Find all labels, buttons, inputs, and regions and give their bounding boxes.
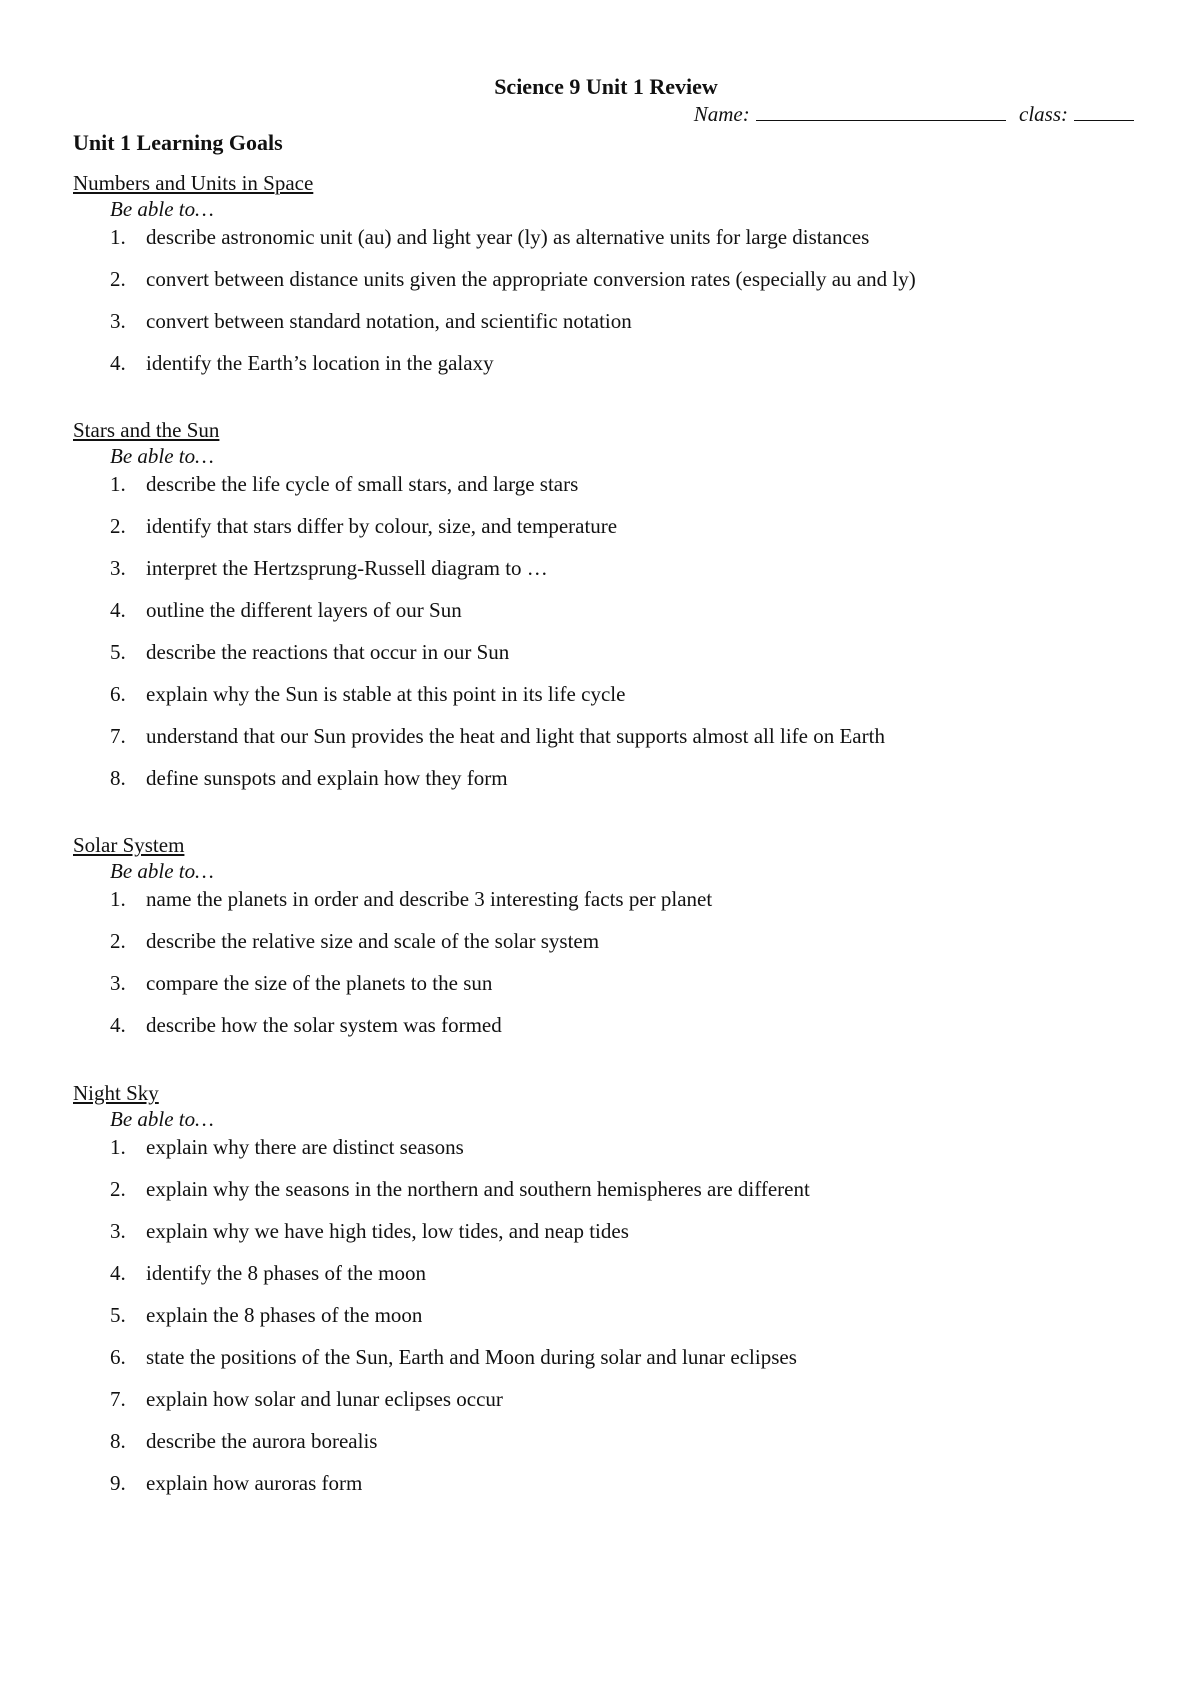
goal-item: 4. outline the different layers of our Sun: [110, 598, 462, 622]
goal-item: 7. understand that our Sun provides the heat and light that supports almost all life on Earth: [110, 724, 885, 748]
goal-item: 3. interpret the Hertzsprung-Russell diagram to …: [110, 556, 548, 580]
class-blank: [1074, 119, 1134, 121]
goal-item: 5. describe the reactions that occur in our Sun: [110, 640, 510, 664]
goal-item: 2. explain why the seasons in the northern and southern hemispheres are different: [110, 1177, 810, 1201]
goal-item: 1. describe the life cycle of small stars, and large stars: [110, 472, 579, 496]
goal-item: 3. convert between standard notation, and scientific notation: [110, 309, 632, 333]
goal-item: 2. identify that stars differ by colour, size, and temperature: [110, 514, 618, 538]
section-solar-system: [73, 832, 1133, 1052]
section-subtitle: Be able to…: [110, 859, 214, 883]
goal-item: 7. explain how solar and lunar eclipses occur: [110, 1387, 503, 1411]
document-title: Science 9 Unit 1 Review: [494, 74, 718, 99]
section-stars-sun: [73, 417, 1133, 805]
section-subtitle: Be able to…: [110, 197, 214, 221]
name-blank: [756, 119, 1006, 121]
goal-item: 1. explain why there are distinct seasons: [110, 1135, 464, 1159]
section-title: Solar System: [73, 833, 185, 857]
section-subtitle: Be able to…: [110, 1107, 214, 1131]
goal-item: 2. describe the relative size and scale of the solar system: [110, 929, 600, 953]
goal-item: 8. define sunspots and explain how they form: [110, 766, 508, 790]
goal-item: 3. compare the size of the planets to the sun: [110, 971, 493, 995]
learning-goals-heading: Unit 1 Learning Goals: [73, 130, 283, 155]
section-title: Numbers and Units in Space: [73, 171, 314, 195]
section-subtitle: Be able to…: [110, 444, 214, 468]
goal-item: 1. name the planets in order and describe 3 interesting facts per planet: [110, 887, 713, 911]
goal-list: [73, 1132, 1133, 1510]
goal-item: 8. describe the aurora borealis: [110, 1429, 378, 1453]
goal-list: [73, 469, 1133, 805]
goal-item: 3. explain why we have high tides, low tides, and neap tides: [110, 1219, 629, 1243]
goal-item: 4. describe how the solar system was formed: [110, 1013, 502, 1037]
goal-item: 2. convert between distance units given the appropriate conversion rates (especially au and ly): [110, 267, 916, 291]
name-class-line: [694, 102, 1134, 127]
section-title: Stars and the Sun: [73, 418, 220, 442]
class-label: class:: [1019, 102, 1068, 126]
goal-item: 6. explain why the Sun is stable at this point in its life cycle: [110, 682, 626, 706]
section-title: Night Sky: [73, 1081, 159, 1105]
goal-list: [73, 222, 1133, 390]
goal-item: 6. state the positions of the Sun, Earth and Moon during solar and lunar eclipses: [110, 1345, 797, 1369]
name-label: Name:: [693, 102, 750, 126]
section-numbers-units: [73, 170, 1133, 390]
goal-item: 4. identify the 8 phases of the moon: [110, 1261, 426, 1285]
goal-item: 5. explain the 8 phases of the moon: [110, 1303, 423, 1327]
goal-item: 1. describe astronomic unit (au) and light year (ly) as alternative units for large distances: [110, 225, 870, 249]
goal-item: 9. explain how auroras form: [110, 1471, 363, 1495]
section-night-sky: [73, 1080, 1133, 1510]
goal-list: [73, 884, 1133, 1052]
goal-item: 4. identify the Earth’s location in the galaxy: [110, 351, 494, 375]
